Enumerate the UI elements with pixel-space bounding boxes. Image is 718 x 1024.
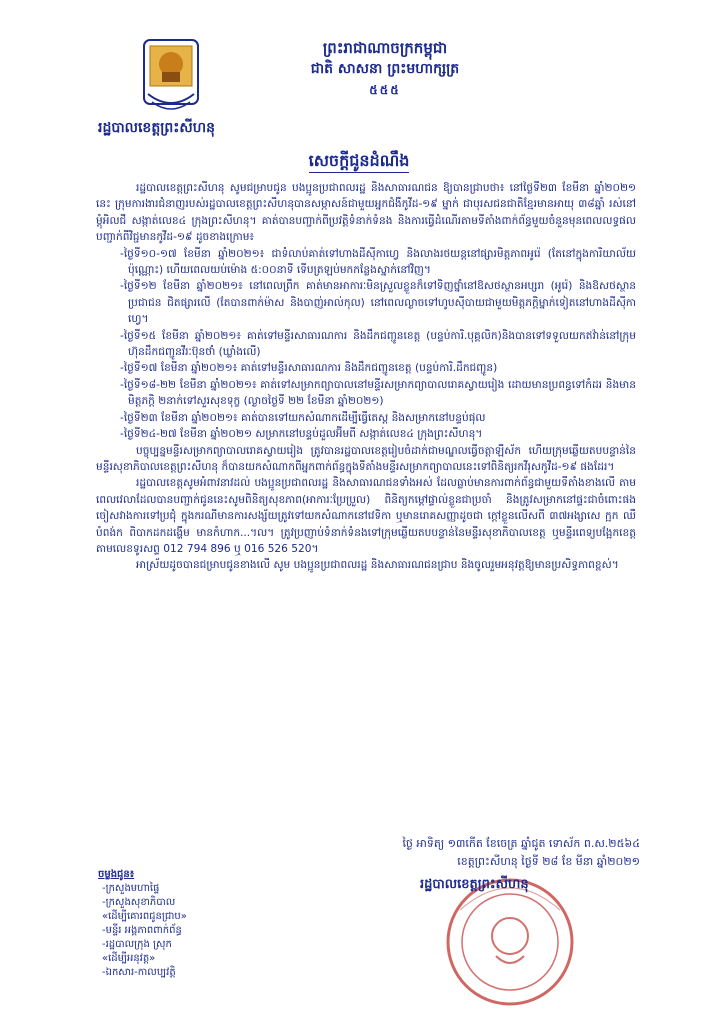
recipient-item: «ដើម្បីគោរពជូនជ្រាប» [102, 911, 187, 922]
recipient-item: -មន្ទីរ អង្គភាពពាក់ព័ន្ធ [102, 925, 182, 936]
timeline-item: -ថ្ងៃទី១២ ខែមីនា ឆ្នាំ២០២១៖ នៅពេលព្រឹក គាត់មានអាការៈមិនស្រួលខ្លួនក៏ទៅទិញថ្នាំនៅឱសថស្ថានអប្សរា (អូរ៉េ) និងឱសថស្ថានប្រជាជន ជិតផ្សារលើ (តែបានពាក់ម៉ាស និងបាញ់អាល់កុល) នៅពេលល្ងាចទៅហូបស៊ីបាយជាមួយមិត្តភក្តិម្នាក់ទៀតនៅហាងដីស៊ីកាហ្វេ។ [120, 280, 636, 326]
timeline-item: -ថ្ងៃទី២៣ ខែមីនា ឆ្នាំ២០២១៖ គាត់បានទៅយកសំណាកដើម្បីធ្វើតេស្ត និងសម្រាកនៅបន្ទប់ផុល [120, 411, 486, 424]
issuing-authority: រដ្ឋបាលខេត្តព្រះសីហនុ [98, 120, 215, 136]
timeline-item: -ថ្ងៃទី១០-១៧ ខែមីនា ឆ្នាំ២០២១៖ ជាទំលាប់គាត់ទៅហាងដីស៊ីកាហ្វេ និងលាងរថយន្តនៅផ្សារមិត្តភាពអូរ៉េ (តែនៅក្នុងការិយាល័យប៉ុណ្ណោះ) ហើយពេលយប់ម៉ោង ៥:០០នាទី ទើបត្រឡប់មកកន្លែងស្នាក់នៅវិញ។ [120, 247, 636, 277]
kingdom-header [270, 38, 500, 101]
intro-paragraph: រដ្ឋបាលខេត្តព្រះសីហនុ សូមជម្រាបជូន បងប្អូនប្រជាពលរដ្ឋ និងសាធារណជន ឱ្យបានជ្រាបថា៖ នៅថ្ងៃទី២៣ ខែមីនា ឆ្នាំ២០២១ នេះ ក្រុមការងារជំនាញរបស់រដ្ឋបាលខេត្តព្រះសីហនុបានសម្ភាសន៍ជាមួយអ្នកជំងឺកូវីដ-១៩ ម្នាក់ ជាបុរសជនជាតិខ្មែរមានអាយុ ៣៨ឆ្នាំ រស់នៅម្ដុំអិលជី សង្កាត់លេខ៤ ក្រុងព្រះសីហនុ។ គាត់បានបញ្ជាក់ពីប្រវត្តិទំនាក់ទំនង និងការធ្វើដំណើរតាមទីតាំងពាក់ព័ន្ធមួយចំនួនមុនពេលលទ្ធផលបញ្ជាក់ពីវិជ្ជមានកូវីដ-១៩ ដូចខាងក្រោម៖ [96, 182, 636, 244]
document-title [0, 150, 718, 174]
timeline-list [96, 246, 636, 443]
timeline-item: -ថ្ងៃទី១៨-២២ ខែមីនា ឆ្នាំ២០២១៖ គាត់ទៅសម្រាកព្យាបាលនៅមន្ទីរសម្រាកព្យាបាលរោគស្វាយរៀង ដោយមានប្រពន្ធទៅកំដរ និងមានមិត្តភក្តិ ២នាក់ទៅសួរសុខទុក្ខ (ល្ងាចថ្ងៃទី ២២ ខែមីនា ឆ្នាំ២០២១) [120, 378, 636, 408]
national-motto: ជាតិ សាសនា ព្រះមហាក្សត្រ [310, 61, 460, 77]
kingdom-name: ព្រះរាជាណាចក្រកម្ពុជា [322, 39, 448, 57]
provincial-emblem-icon [140, 36, 202, 116]
recipient-item: -ក្រសួងសុខាភិបាល [102, 897, 176, 908]
timeline-item: -ថ្ងៃទី២៤-២៧ ខែមីនា ឆ្នាំ២០២១ សម្រាកនៅបន្ទប់ដួលអ៊ីមពី សង្កាត់លេខ៤ ក្រុងព្រះសីហនុ។ [120, 428, 483, 441]
recipient-item: -ឯកសារ-កាលប្បវត្តិ [102, 967, 176, 978]
lunar-date: ថ្ងៃ អាទិត្យ ១៣កើត ខែចេត្រ ឆ្នាំជូត ទោស័ក ព.ស.២៥៦៤ [402, 837, 640, 850]
timeline-item: -ថ្ងៃទី១៧ ខែមីនា ឆ្នាំ២០២១៖ គាត់ទៅមន្ទីរសាធារណការ និងដឹកជញ្ជូនខេត្ត (បន្ទប់ការិ.ដឹកជញ្ជូន) [120, 362, 498, 375]
quarantine-paragraph: បច្ចុប្បន្នមន្ទីរសម្រាកព្យាបាលរោគស្វាយរៀង ត្រូវបានរដ្ឋបាលខេត្តរៀបចំដាក់ជាមណ្ឌលធ្វើចត្តាឡីស័ក ហើយក្រុមឆ្លើយតបបន្ទាន់នៃមន្ទីរសុខាភិបាលខេត្តព្រះសីហនុ ក៏បានយកសំណាកពីអ្នកពាក់ព័ន្ធក្នុងទីតាំងមន្ទីរសម្រាកព្យាបាលនេះទៅពិនិត្យរកវីរុសកូវីដ-១៩ ផងដែរ។ [96, 444, 636, 473]
timeline-item: -ថ្ងៃទី១៥ ខែមីនា ឆ្នាំ២០២១៖ គាត់ទៅមន្ទីរសាធារណការ និងដឹកជញ្ជូនខេត្ត (បន្ទប់ការិ.បុគ្គលិក)និងបានទៅទទួលយកឥវ៉ាន់នៅក្រុមហ៊ុនដឹកជញ្ជូនវីរៈប៊ុនថាំ (ឃ្លាំងលើ) [120, 329, 636, 359]
document-title-text: សេចក្តីជូនដំណឹង [309, 151, 410, 173]
recipient-item: «ដើម្បីអនុវត្ត» [102, 953, 156, 964]
signature-title: រដ្ឋបាលខេត្តព្រះសីហនុ [420, 877, 529, 892]
document-body [96, 180, 636, 574]
copy-recipients [98, 868, 187, 980]
recipients-heading: ចម្លងជូន៖ [98, 869, 135, 880]
gregorian-date: ខេត្តព្រះសីហនុ ថ្ងៃទី ២៨ ខែ មីនា ឆ្នាំ២០២១ [457, 855, 640, 868]
closing-paragraph: អាស្រ័យដូចបានជម្រាបជូនខាងលើ សូម បងប្អូនប្រជាពលរដ្ឋ និងសាធារណជនជ្រាប និងចូលរួមអនុវត្តឱ្យមានប្រសិទ្ធភាពខ្ពស់។ [136, 559, 619, 572]
recipient-item: -ក្រសួងមហាផ្ទៃ [102, 883, 160, 894]
header-ornament: ៥៥៥ [369, 83, 401, 97]
recipients-list [98, 882, 187, 980]
date-block [300, 835, 640, 871]
appeal-paragraph: រដ្ឋបាលខេត្តសូមអំពាវនាវដល់ បងប្អូនប្រជាពលរដ្ឋ និងសាធារណជនទាំងអស់ ដែលធ្លាប់មានការពាក់ព័ន្ធជាមួយទីតាំងខាងលើ តាមពេលវេលាដែលបានបញ្ជាក់ជូននេះសូមពិនិត្យសុខភាព(អាការៈប្រែប្រួល) ពិនិត្យកម្ដៅផ្ទាល់ខ្លួនជាប្រចាំ និងត្រូវសម្រាកនៅផ្ទះជាចំពោះផង ចៀសវាងការទៅប្រជុំ ក្នុងករណីមានការសង្ស័យត្រូវទៅយកសំណាកនៅវេទិកា ឬមានរោគសញ្ញាដូចជា ក្តៅខ្លួនលើសពី ៣៧អង្សាសេ ក្អក ឈឺបំពង់ក ពិបាកដកដង្ហើម មានកំហាក...។ល។ ត្រូវប្រញាប់ទំនាក់ទំនងទៅក្រុមឆ្លើយតបបន្ទាន់នៃមន្ទីរសុខាភិបាលខេត្ត ឬមន្ទីរពេទ្យបង្អែកខេត្តតាមលេខទូរសព្ទ 012 794 896 ឬ 016 526 520។ [96, 477, 636, 555]
recipient-item: -រដ្ឋបាលក្រុង ស្រុក [102, 939, 172, 950]
